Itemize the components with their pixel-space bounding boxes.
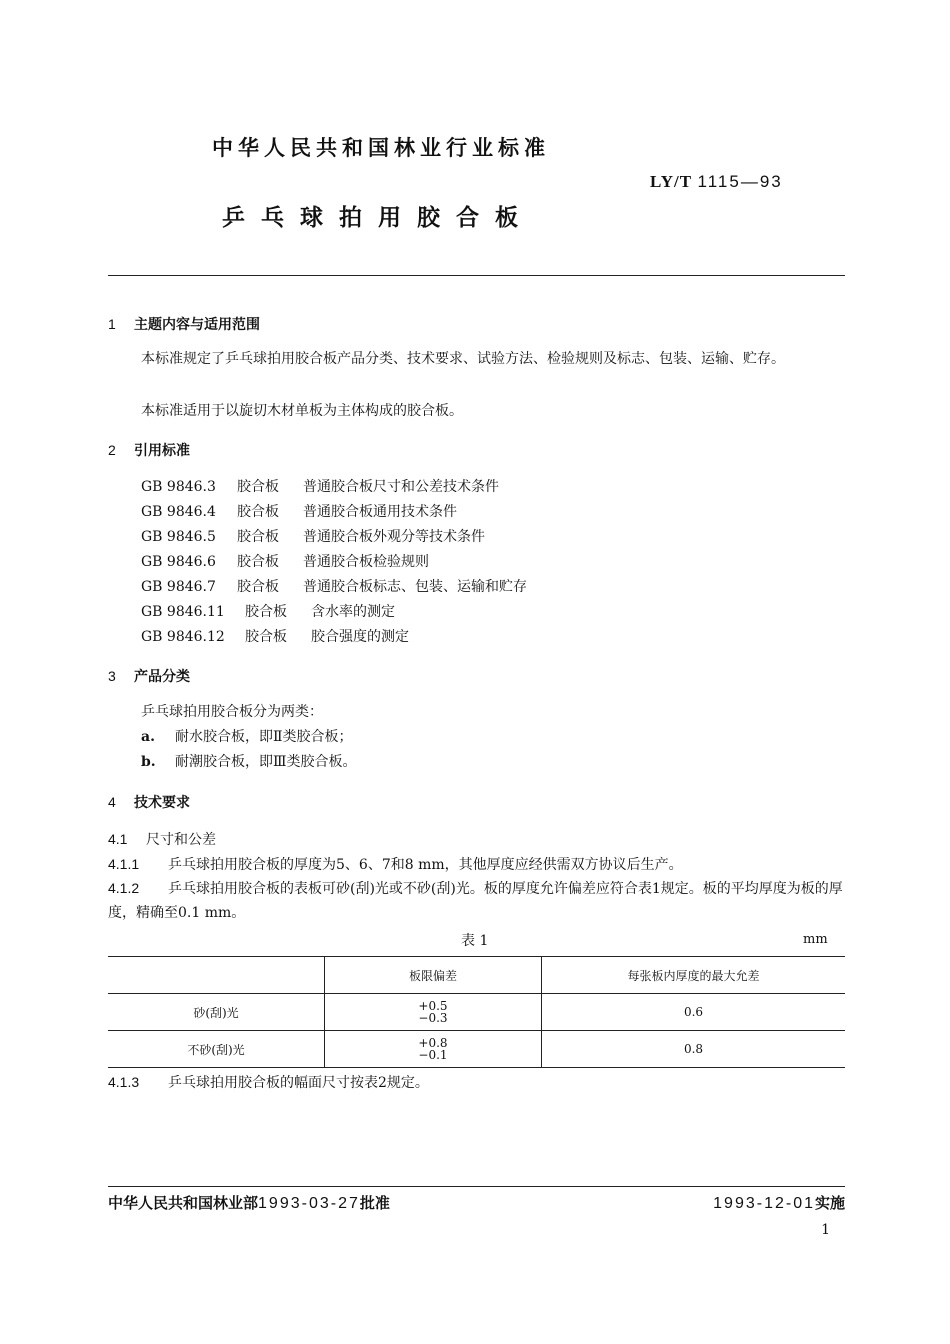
section-3-heading (108, 666, 190, 686)
section-1-number: 1 (108, 316, 116, 332)
table-cell: 0.6 (542, 994, 846, 1031)
table-cell: 不砂(刮)光 (108, 1031, 325, 1068)
reference-item: GB 9846.12 胶合板 胶合强度的测定 (141, 629, 409, 645)
reference-item: GB 9846.11 胶合板 含水率的测定 (141, 604, 395, 620)
table-cell: 0.8 (542, 1031, 846, 1068)
section-2-number: 2 (108, 442, 116, 458)
table-unit: mm (803, 932, 828, 947)
section-1-para-1: 本标准规定了乒乓球拍用胶合板产品分类、技术要求、试验方法、检验规则及标志、包装、运输、贮存。 (141, 351, 785, 367)
standard-code (650, 172, 783, 192)
subsection-4-1: 4.1 尺寸和公差 (108, 831, 216, 848)
reference-item: GB 9846.3 胶合板 普通胶合板尺寸和公差技术条件 (141, 479, 499, 495)
subsection-4-1-2: 4.1.2 乒乓球拍用胶合板的表板可砂(刮)光或不砂(刮)光。板的厚度允许偏差应符合表1规定。板的平均厚度为板的厚度，精确至0.1 mm。 (108, 880, 843, 921)
section-2-heading (108, 440, 190, 460)
subsection-4-1-1: 4.1.1 乒乓球拍用胶合板的厚度为5、6、7和8 mm，其他厚度应经供需双方协议后生产。 (108, 856, 683, 873)
header-rule (108, 275, 845, 276)
effective-statement: 1993-12-01实施 (713, 1194, 845, 1212)
thickness-tolerance-table (108, 956, 845, 1068)
table-header-cell: 每张板内厚度的最大允差 (542, 957, 846, 994)
page-number: 1 (821, 1222, 830, 1238)
standard-code-number: 1115—93 (697, 172, 783, 191)
table-row (108, 994, 845, 1031)
standard-name: 中华人民共和国林业行业标准 (212, 136, 550, 160)
footer-rule (108, 1186, 845, 1187)
section-3-title: 产品分类 (134, 669, 190, 685)
table-row (108, 1031, 845, 1068)
table-header-cell (108, 957, 325, 994)
standard-code-prefix: LY/T (650, 172, 693, 191)
reference-item: GB 9846.4 胶合板 普通胶合板通用技术条件 (141, 504, 457, 520)
section-3-intro: 乒乓球拍用胶合板分为两类： (141, 704, 323, 720)
section-1-title: 主题内容与适用范围 (134, 317, 260, 333)
section-4-number: 4 (108, 794, 116, 810)
document-title: 乒乓球拍用胶合板 (222, 205, 534, 231)
section-1-para-2: 本标准适用于以旋切木材单板为主体构成的胶合板。 (141, 403, 463, 419)
section-4-title: 技术要求 (134, 795, 190, 811)
section-2-title: 引用标准 (134, 443, 190, 459)
reference-item: GB 9846.7 胶合板 普通胶合板标志、包装、运输和贮存 (141, 579, 527, 595)
table-caption: 表 1 (461, 933, 489, 949)
table-cell: +0.8 −0.1 (325, 1031, 542, 1068)
list-item: a. 耐水胶合板，即Ⅱ类胶合板； (141, 729, 353, 745)
section-4-heading (108, 792, 190, 812)
section-3-number: 3 (108, 668, 116, 684)
reference-item: GB 9846.6 胶合板 普通胶合板检验规则 (141, 554, 429, 570)
approval-statement: 中华人民共和国林业部1993-03-27批准 (108, 1194, 390, 1212)
table-header-cell: 板限偏差 (325, 957, 542, 994)
reference-item: GB 9846.5 胶合板 普通胶合板外观分等技术条件 (141, 529, 485, 545)
subsection-4-1-3: 4.1.3 乒乓球拍用胶合板的幅面尺寸按表2规定。 (108, 1074, 429, 1091)
section-1-heading (108, 314, 260, 334)
table-cell: 砂(刮)光 (108, 994, 325, 1031)
list-item: b. 耐潮胶合板，即Ⅲ类胶合板。 (141, 754, 357, 770)
table-cell: +0.5 −0.3 (325, 994, 542, 1031)
